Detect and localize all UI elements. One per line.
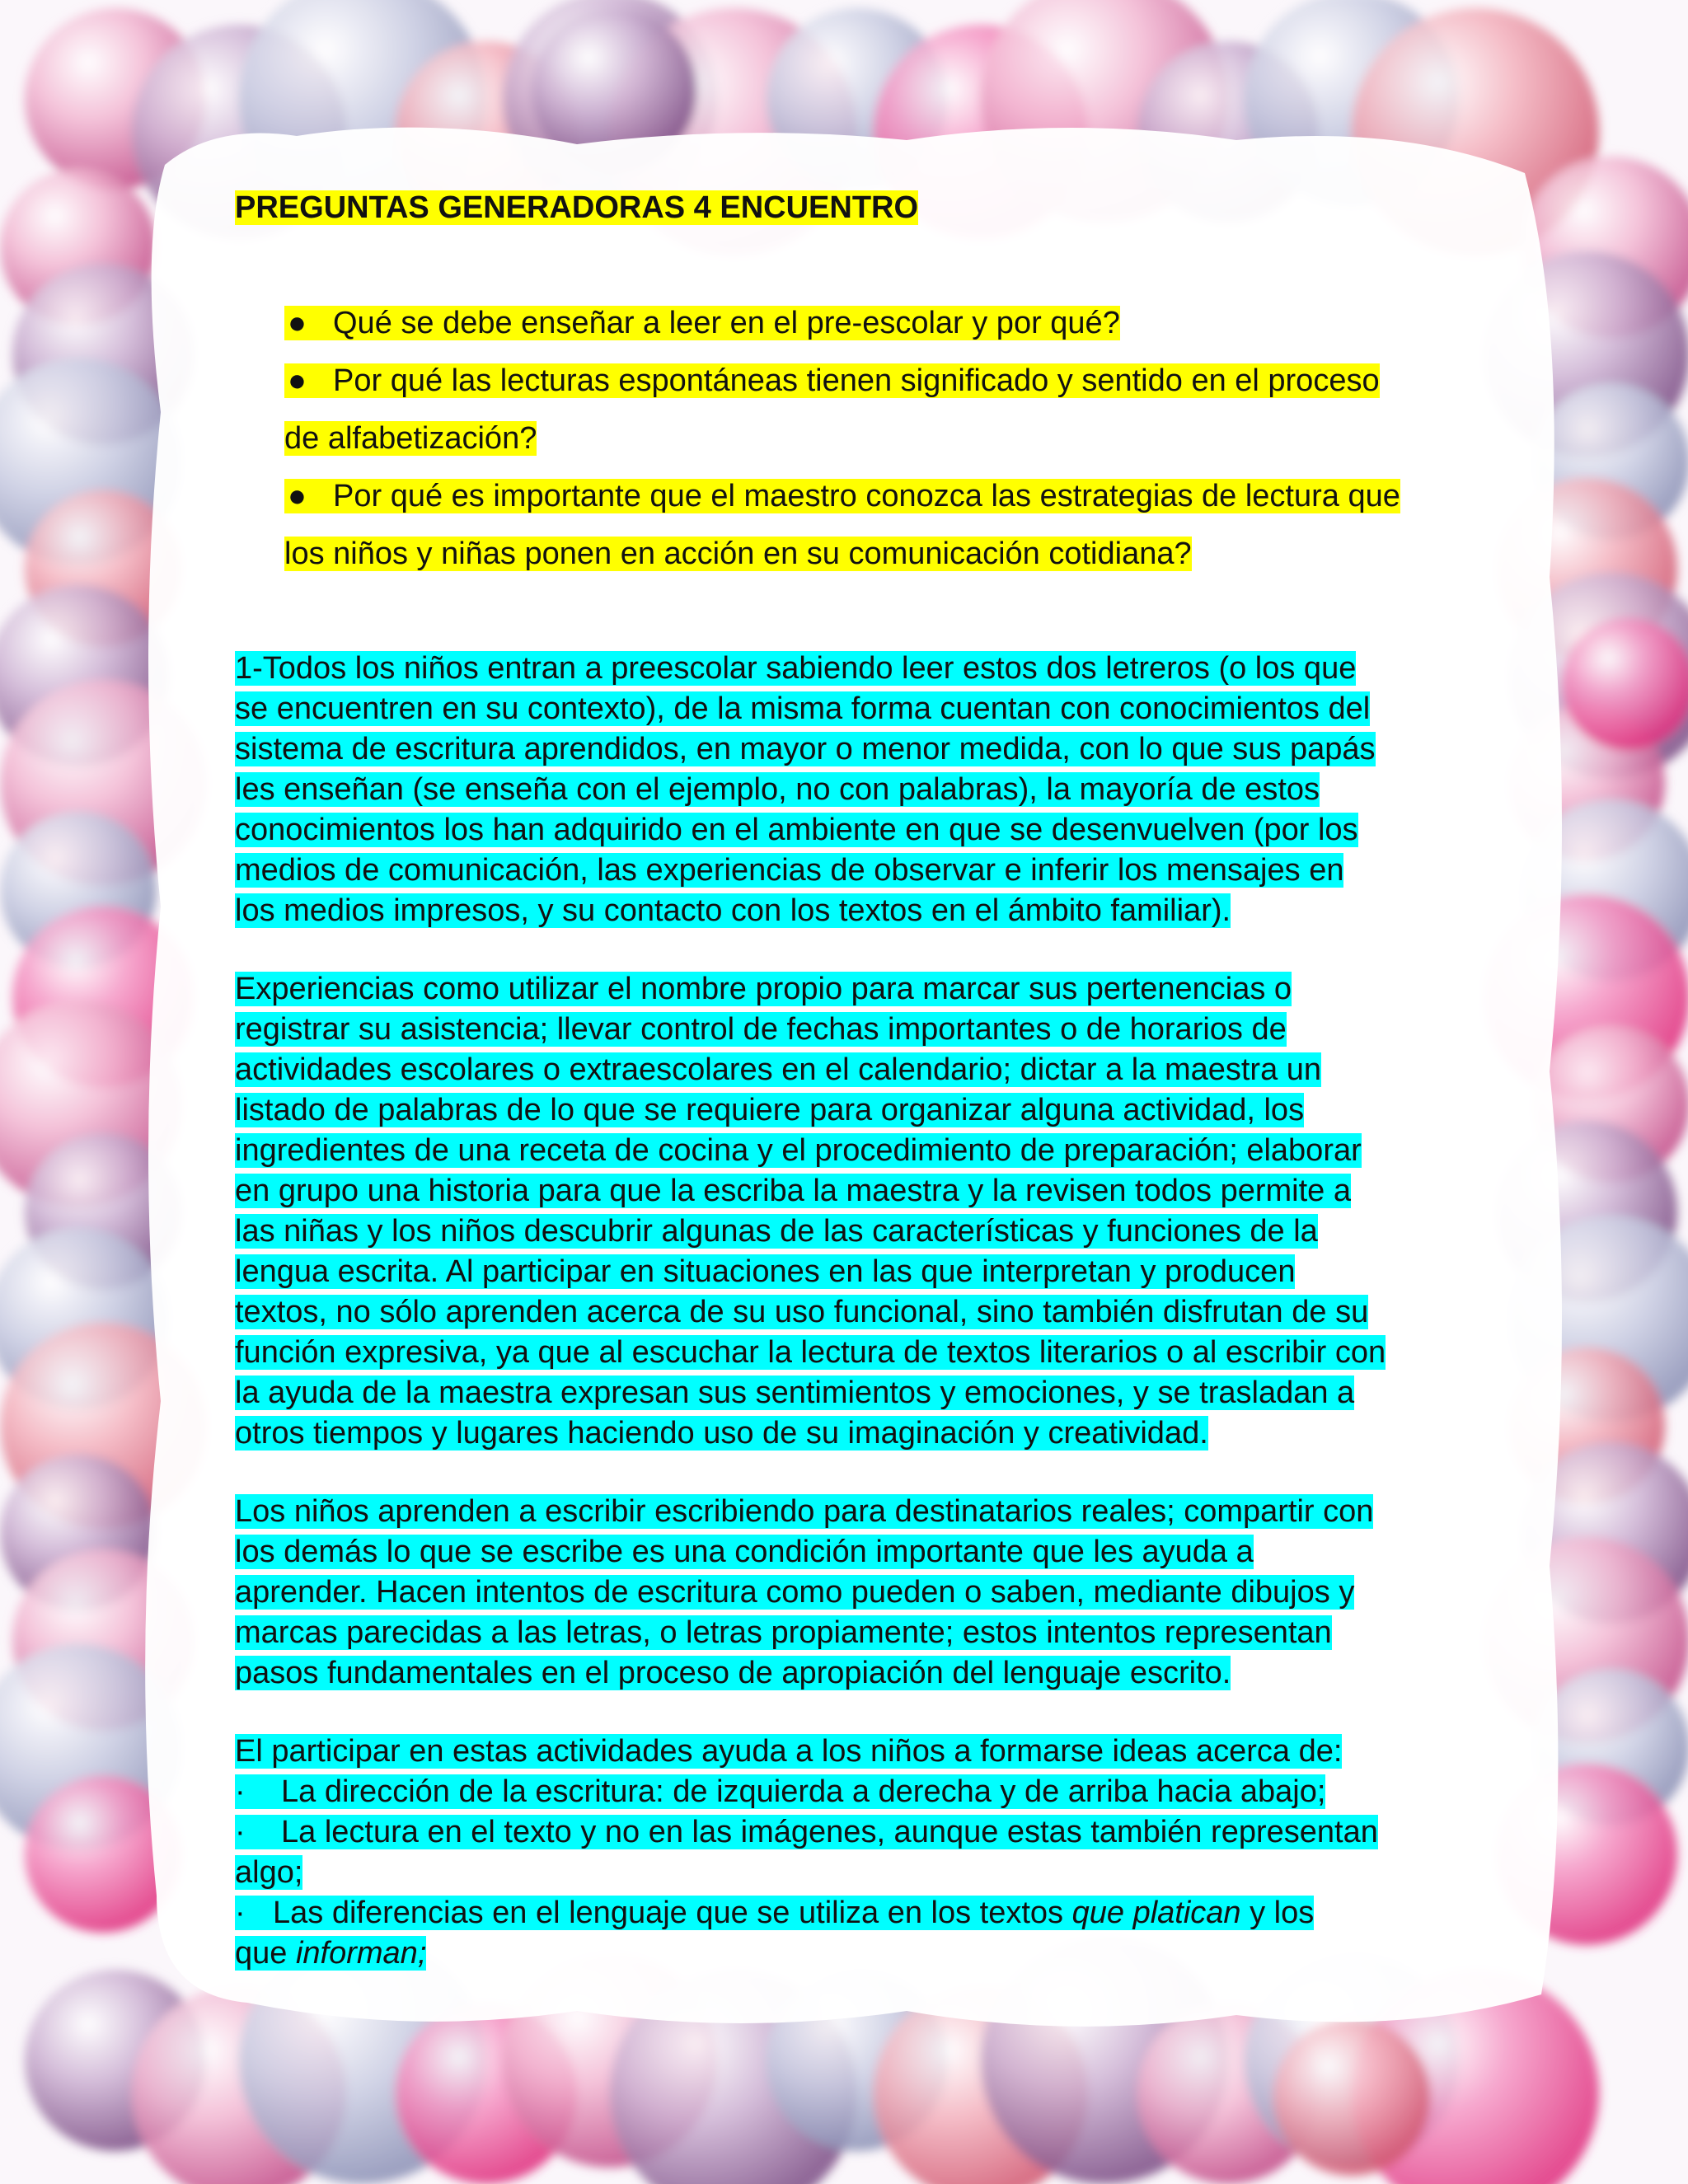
- document-body: [235, 188, 1455, 2012]
- paragraph-4: El participar en estas actividades ayuda a los niños a formarse ideas acerca de: · La dirección de la escritura: de izquierda a derecha y de arriba hacia abajo; · La lectura en el texto y no en las imágenes, aunque estas también representan algo; · Las diferencias en el lenguaje que se utiliza en los textos que platican y los que informan;: [235, 1734, 1378, 1971]
- bullet-icon: ●: [288, 363, 307, 398]
- frame-bubble: [1273, 2019, 1430, 2176]
- paragraph-3: Los niños aprenden a escribir escribiendo para destinatarios reales; compartir con los demás lo que se escribe es una condición importante que les ayuda a aprender. Hacen intentos de escritura como pueden o saben, mediante dibujos y marcas parecidas a las letras, o letras propiamente; estos intentos representan pasos fundamentales en el proceso de apropiación del lenguaje escrito.: [235, 1494, 1374, 1690]
- list-item: ● Por qué las lecturas espontáneas tienen significado y sentido en el proceso de alfabetización?: [284, 352, 1455, 467]
- frame-bubble: [1562, 618, 1688, 750]
- bullet-icon: ●: [288, 479, 307, 513]
- page-title: PREGUNTAS GENERADORAS 4 ENCUENTRO: [235, 190, 919, 225]
- bullet-icon: ·: [235, 1896, 246, 1930]
- bullet-icon: ·: [235, 1774, 246, 1809]
- guiding-questions-list: [284, 294, 1455, 583]
- paragraph-2: Experiencias como utilizar el nombre propio para marcar sus pertenencias o registrar su asistencia; llevar control de fechas importantes o de horarios de actividades escolares o extraescolares en el calendario; dictar a la maestra un listado de palabras de lo que se requiere para organizar alguna actividad, los ingredientes de una receta de cocina y el procedimiento de preparación; elaborar en grupo una historia para que la escriba la maestra y la revisen todos permite a las niñas y los niños descubrir algunas de las características y funciones de la lengua escrita. Al participar en situaciones en las que interpretan y producen textos, no sólo aprenden acerca de su uso funcional, sino también disfrutan de su función expresiva, ya que al escuchar la lectura de textos literarios o al escribir con la ayuda de la maestra expresan sus sentimientos y emociones, y se trasladan a otros tiempos y lugares haciendo uso de su imaginación y creatividad.: [235, 972, 1386, 1451]
- list-item: ● Por qué es importante que el maestro conozca las estrategias de lectura que los niños y niñas ponen en acción en su comunicación cotidiana?: [284, 467, 1455, 583]
- paragraph-1: 1-Todos los niños entran a preescolar sabiendo leer estos dos letreros (o los que se encuentren en su contexto), de la misma forma cuentan con conocimientos del sistema de escritura aprendidos, en mayor o menor medida, con lo que sus papás les enseñan (se enseña con el ejemplo, no con palabras), la mayoría de estos conocimientos los han adquirido en el ambiente en que se desenvuelven (por los medios de comunicación, las experiencias de observar e inferir los mensajes en los medios impresos, y su contacto con los textos en el ámbito familiar).: [235, 651, 1376, 928]
- bullet-icon: ●: [288, 306, 307, 340]
- list-item: ● Qué se debe enseñar a leer en el pre-escolar y por qué?: [284, 294, 1455, 352]
- bullet-icon: ·: [235, 1815, 246, 1849]
